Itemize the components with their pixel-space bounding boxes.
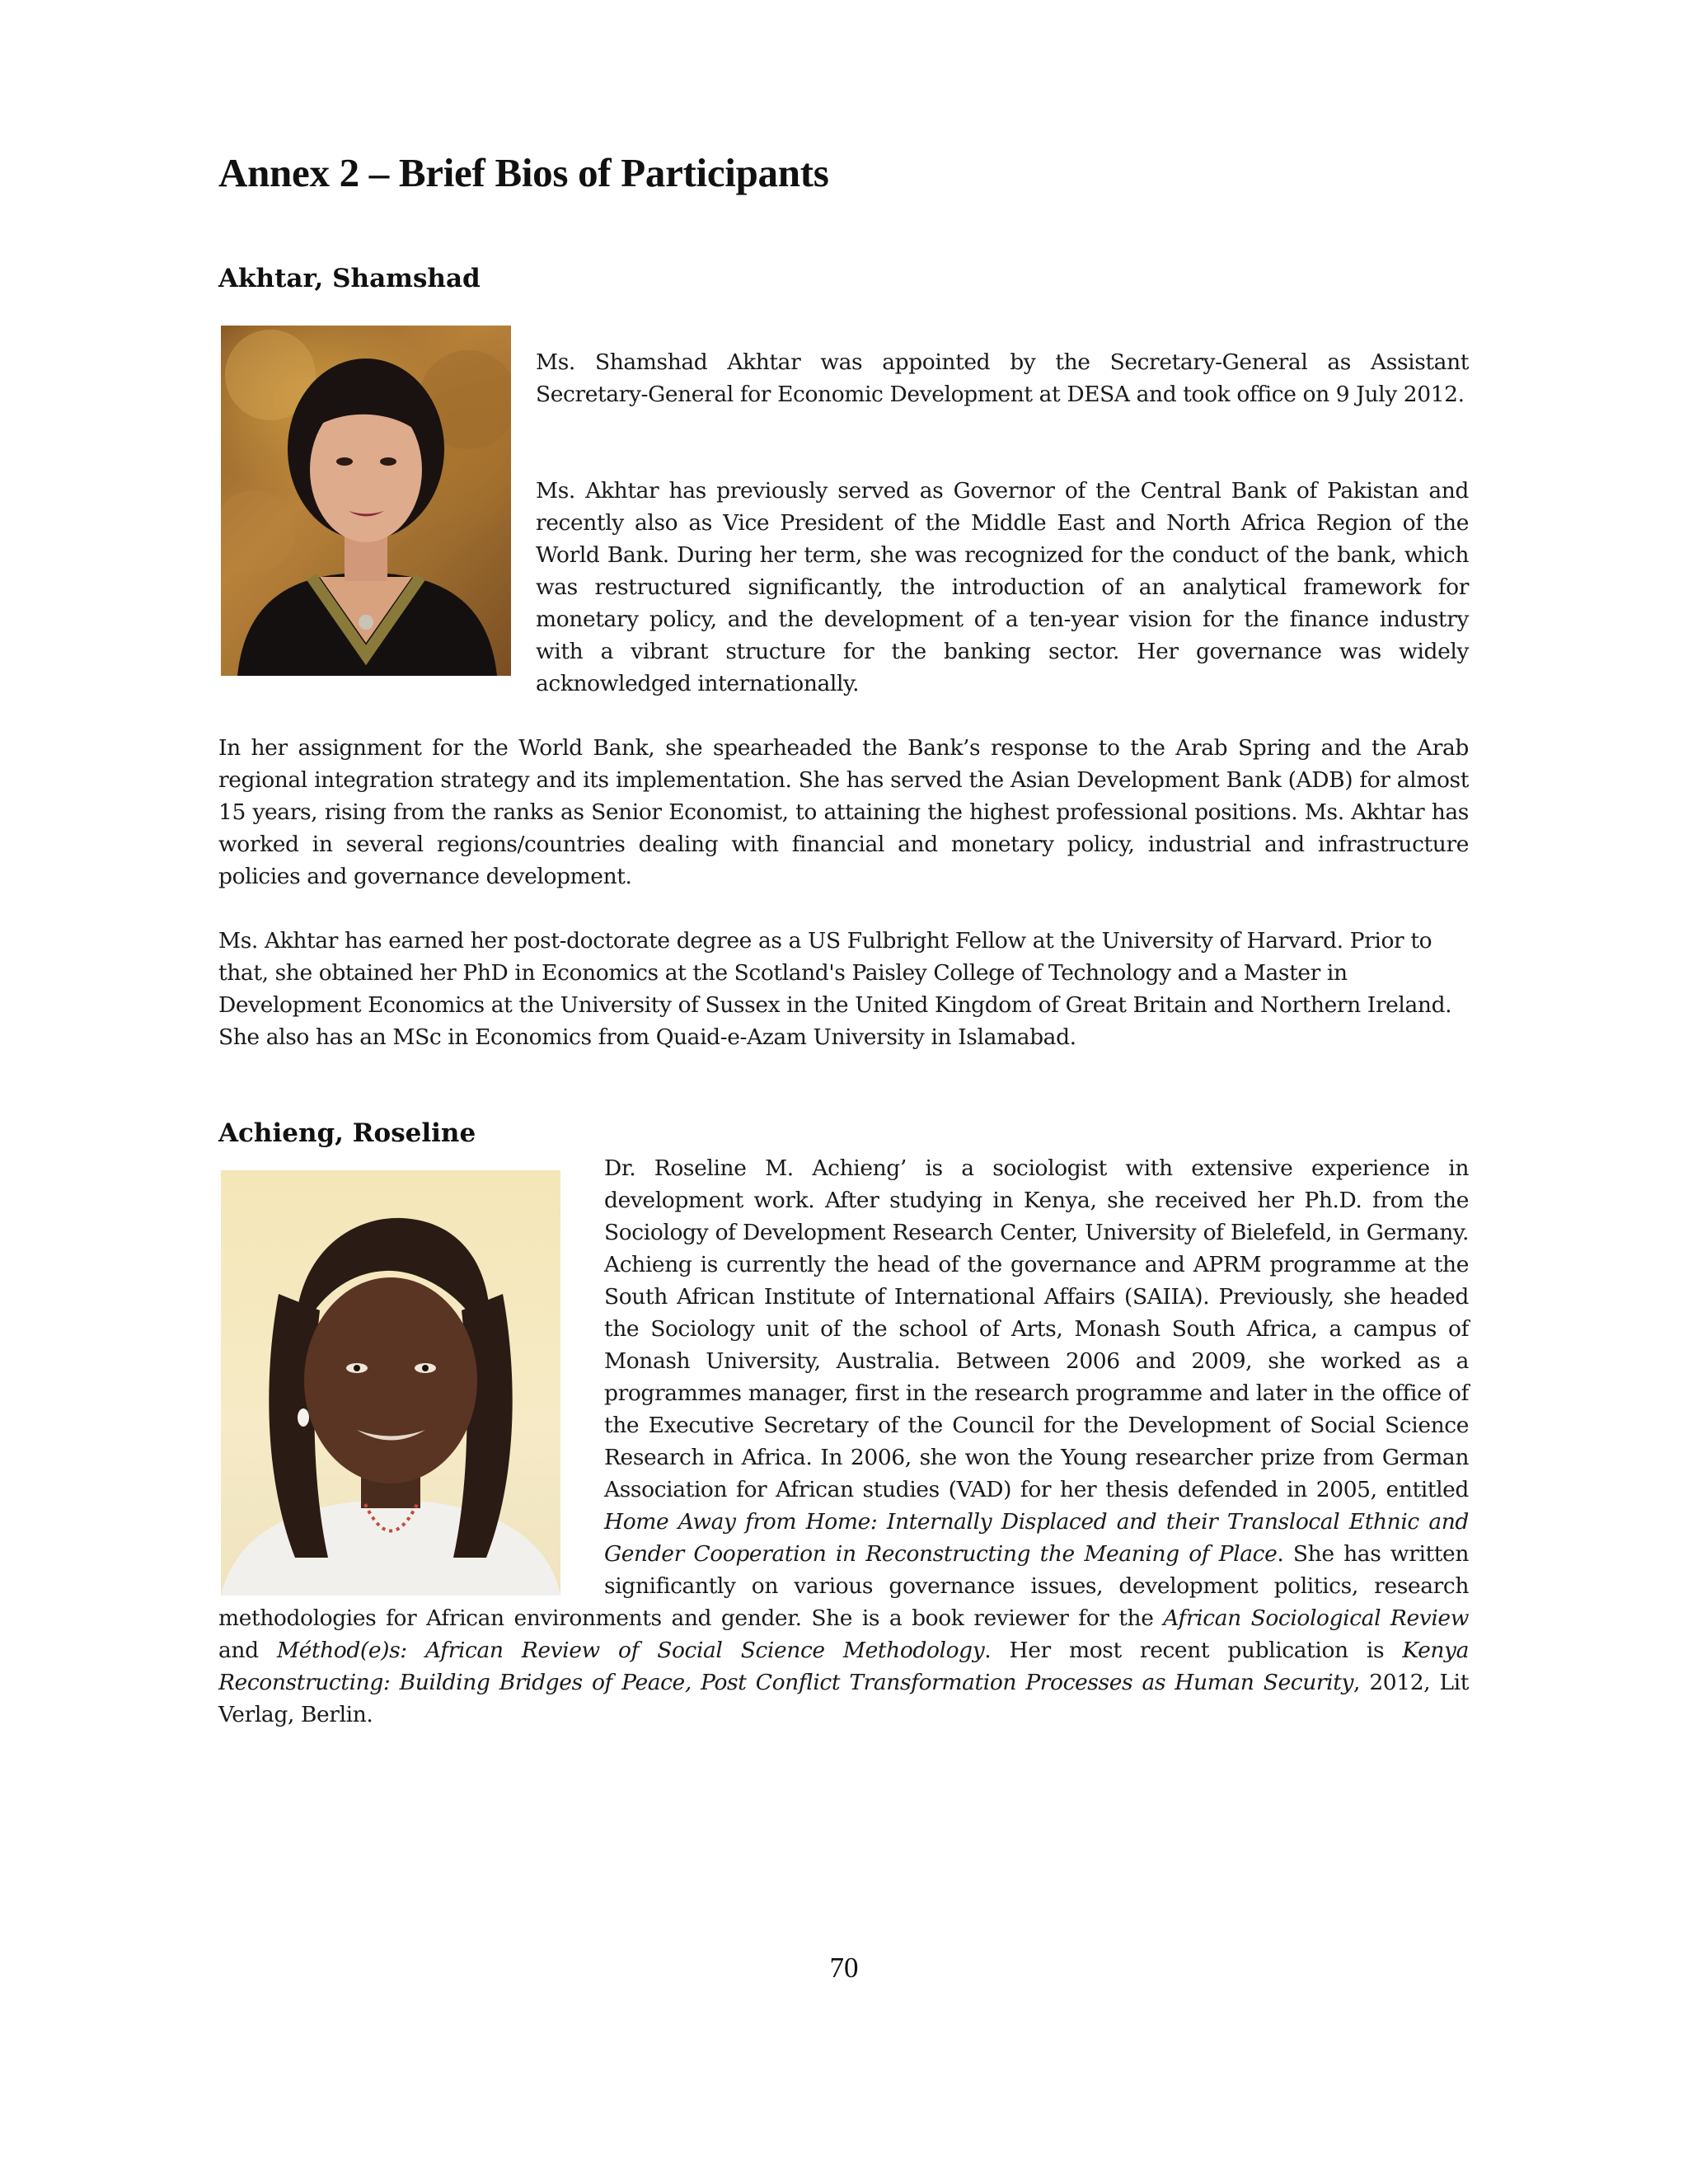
bio-text: Dr. Roseline M. Achieng’ is a sociologist with extensive experience in development work. After studying in Kenya, she received her Ph.D. from the Sociology of Development Research Center, University of Bielefeld, in Germany. Achieng is currently the head of the governance and APRM programme at the South African Institute of International Affairs (SAIIA). Previously, she headed the Sociology unit of the school of Arts, Monash South Africa, a campus of Monash University, Australia. Between 2006 and 2009, she worked as a programmes manager, first in the research programme and later in the office of the Executive Secretary of the Council for the Development of Social Science Research in Africa. In 2006, she won the Young researcher prize from German Association for African studies (VAD) for her thesis defended in 2005, entitled xyxy=(604,1155,1469,1502)
bio-text: . Her most recent publication is xyxy=(984,1638,1403,1663)
photo-text-wrap-spacer xyxy=(218,1152,604,1602)
journal-title: Méthod(e)s: African Review of Social Science Methodology xyxy=(276,1638,985,1663)
participant-name-achieng: Achieng, Roseline xyxy=(218,1118,476,1148)
bio-text: and xyxy=(218,1638,277,1663)
page-number: 70 xyxy=(829,1952,859,1984)
bio-text: , 2012, Lit Verlag, Berlin. xyxy=(218,1670,1469,1727)
thesis-title: Home Away from Home: Internally Displaced and their Translocal Ethnic and Gender Cooperation in Reconstructing the Meaning of Place xyxy=(604,1509,1469,1567)
bio-paragraph: In her assignment for the World Bank, she spearheaded the Bank’s response to the Arab Spring and the Arab regional integration strategy and its implementation. She has served the Asian Development Bank (ADB) for almost 15 years, rising from the ranks as Senior Economist, to attaining the highest professional positions. Ms. Akhtar has worked in several regions/countries dealing with financial and monetary policy, industrial and infrastructure policies and governance development. xyxy=(218,735,1469,889)
page-title: Annex 2 – Brief Bios of Participants xyxy=(218,150,829,195)
bio-paragraph xyxy=(218,1152,1469,1731)
journal-title: African Sociological Review xyxy=(1163,1605,1469,1631)
bio-text: . She has written significantly on various governance issues, development politics, research methodologies for African environments and gender. She is a book reviewer for the xyxy=(218,1541,1470,1631)
participant-name-akhtar: Akhtar, Shamshad xyxy=(218,264,481,293)
portrait-photo-akhtar xyxy=(221,326,511,676)
bio-paragraph: Ms. Shamshad Akhtar was appointed by the Secretary-General as Assistant Secretary-General for Economic Development at DESA and took office on 9 July 2012. xyxy=(536,349,1469,407)
bio-paragraph: Ms. Akhtar has previously served as Governor of the Central Bank of Pakistan and recently also as Vice President of the Middle East and North Africa Region of the World Bank. During her term, she was recognized for the conduct of the bank, which was restructured significantly, the introduction of an analytical framework for monetary policy, and the development of a ten-year vision for the finance industry with a vibrant structure for the banking sector. Her governance was widely acknowledged internationally. xyxy=(536,478,1469,696)
publication-title: Kenya Reconstructing: Building Bridges of Peace, Post Conflict Transformation Processes as Human Security xyxy=(218,1638,1469,1695)
bio-paragraph: Ms. Akhtar has earned her post-doctorate degree as a US Fulbright Fellow at the University of Harvard. Prior to that, she obtained her PhD in Economics at the Scotland's Paisley College of Technology and a Master in Development Economics at the University of Sussex in the United Kingdom of Great Britain and Northern Ireland. She also has an MSc in Economics from Quaid-e-Azam University in Islamabad. xyxy=(218,928,1452,1050)
